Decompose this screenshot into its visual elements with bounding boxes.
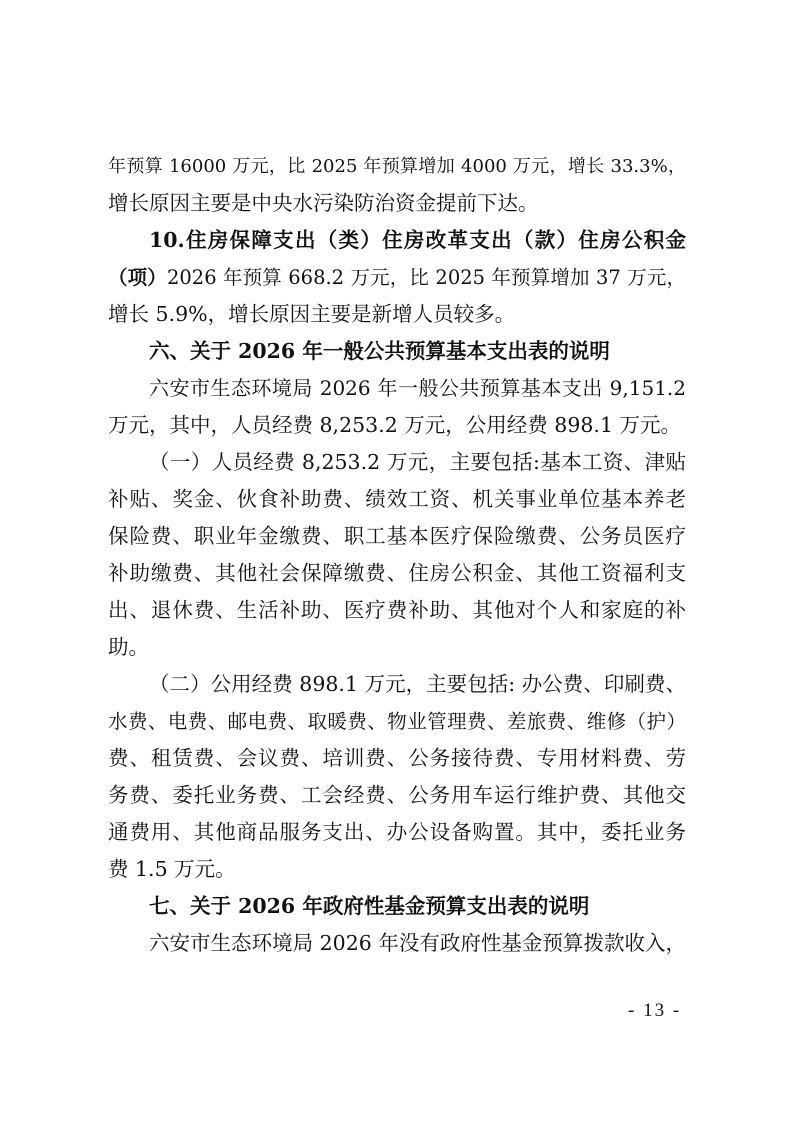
paragraph-line: 六安市生态环境局 2026 年没有政府性基金预算拨款收入，: [149, 931, 686, 955]
paragraph-line: 保险费、职业年金缴费、职工基本医疗保险缴费、公务员医疗: [108, 524, 686, 548]
paragraph-line: （二）公用经费 898.1 万元，主要包括: 办公费、印刷费、: [149, 672, 686, 696]
paragraph-line: 费 1.5 万元。: [108, 857, 236, 881]
paragraph-line: 增长 5.9%，增长原因主要是新增人员较多。: [108, 302, 516, 326]
section-heading-7: 七、关于 2026 年政府性基金预算支出表的说明: [149, 894, 590, 918]
item-heading-suffix: （项）: [108, 266, 167, 289]
paragraph-line: 补贴、奖金、伙食补助费、绩效工资、机关事业单位基本养老: [108, 487, 686, 511]
paragraph-line: 出、退休费、生活补助、医疗费补助、其他对个人和家庭的补: [108, 598, 686, 622]
paragraph-line: 通费用、其他商品服务支出、办公设备购置。其中，委托业务: [108, 820, 686, 844]
paragraph-line: [108, 259, 686, 296]
paragraph-line: 补助缴费、其他社会保障缴费、住房公积金、其他工资福利支: [108, 561, 686, 585]
paragraph-line: 万元，其中，人员经费 8,253.2 万元，公用经费 898.1 万元。: [108, 413, 681, 437]
paragraph-line: 六安市生态环境局 2026 年一般公共预算基本支出 9,151.2: [149, 376, 686, 400]
item-heading-housing: 10.住房保障支出（类）住房改革支出（款）住房公积金: [149, 228, 686, 252]
paragraph-line: 增长原因主要是中央水污染防治资金提前下达。: [108, 191, 539, 215]
section-heading-6: 六、关于 2026 年一般公共预算基本支出表的说明: [149, 339, 610, 363]
paragraph-line: 费、租赁费、会议费、培训费、公务接待费、专用材料费、劳: [108, 746, 686, 770]
paragraph-line: 助。: [108, 635, 149, 659]
page-number: - 13 -: [628, 1000, 682, 1021]
paragraph-line: 务费、委托业务费、工会经费、公务用车运行维护费、其他交: [108, 783, 686, 807]
paragraph-text: 2026 年预算 668.2 万元，比 2025 年预算增加 37 万元，: [166, 266, 686, 289]
paragraph-line: 年预算 16000 万元，比 2025 年预算增加 4000 万元，增长 33.3%，: [108, 156, 686, 177]
paragraph-line: （一）人员经费 8,253.2 万元，主要包括:基本工资、津贴: [149, 450, 686, 474]
document-body: [108, 148, 686, 962]
paragraph-line: 水费、电费、邮电费、取暖费、物业管理费、差旅费、维修（护）: [108, 710, 686, 733]
